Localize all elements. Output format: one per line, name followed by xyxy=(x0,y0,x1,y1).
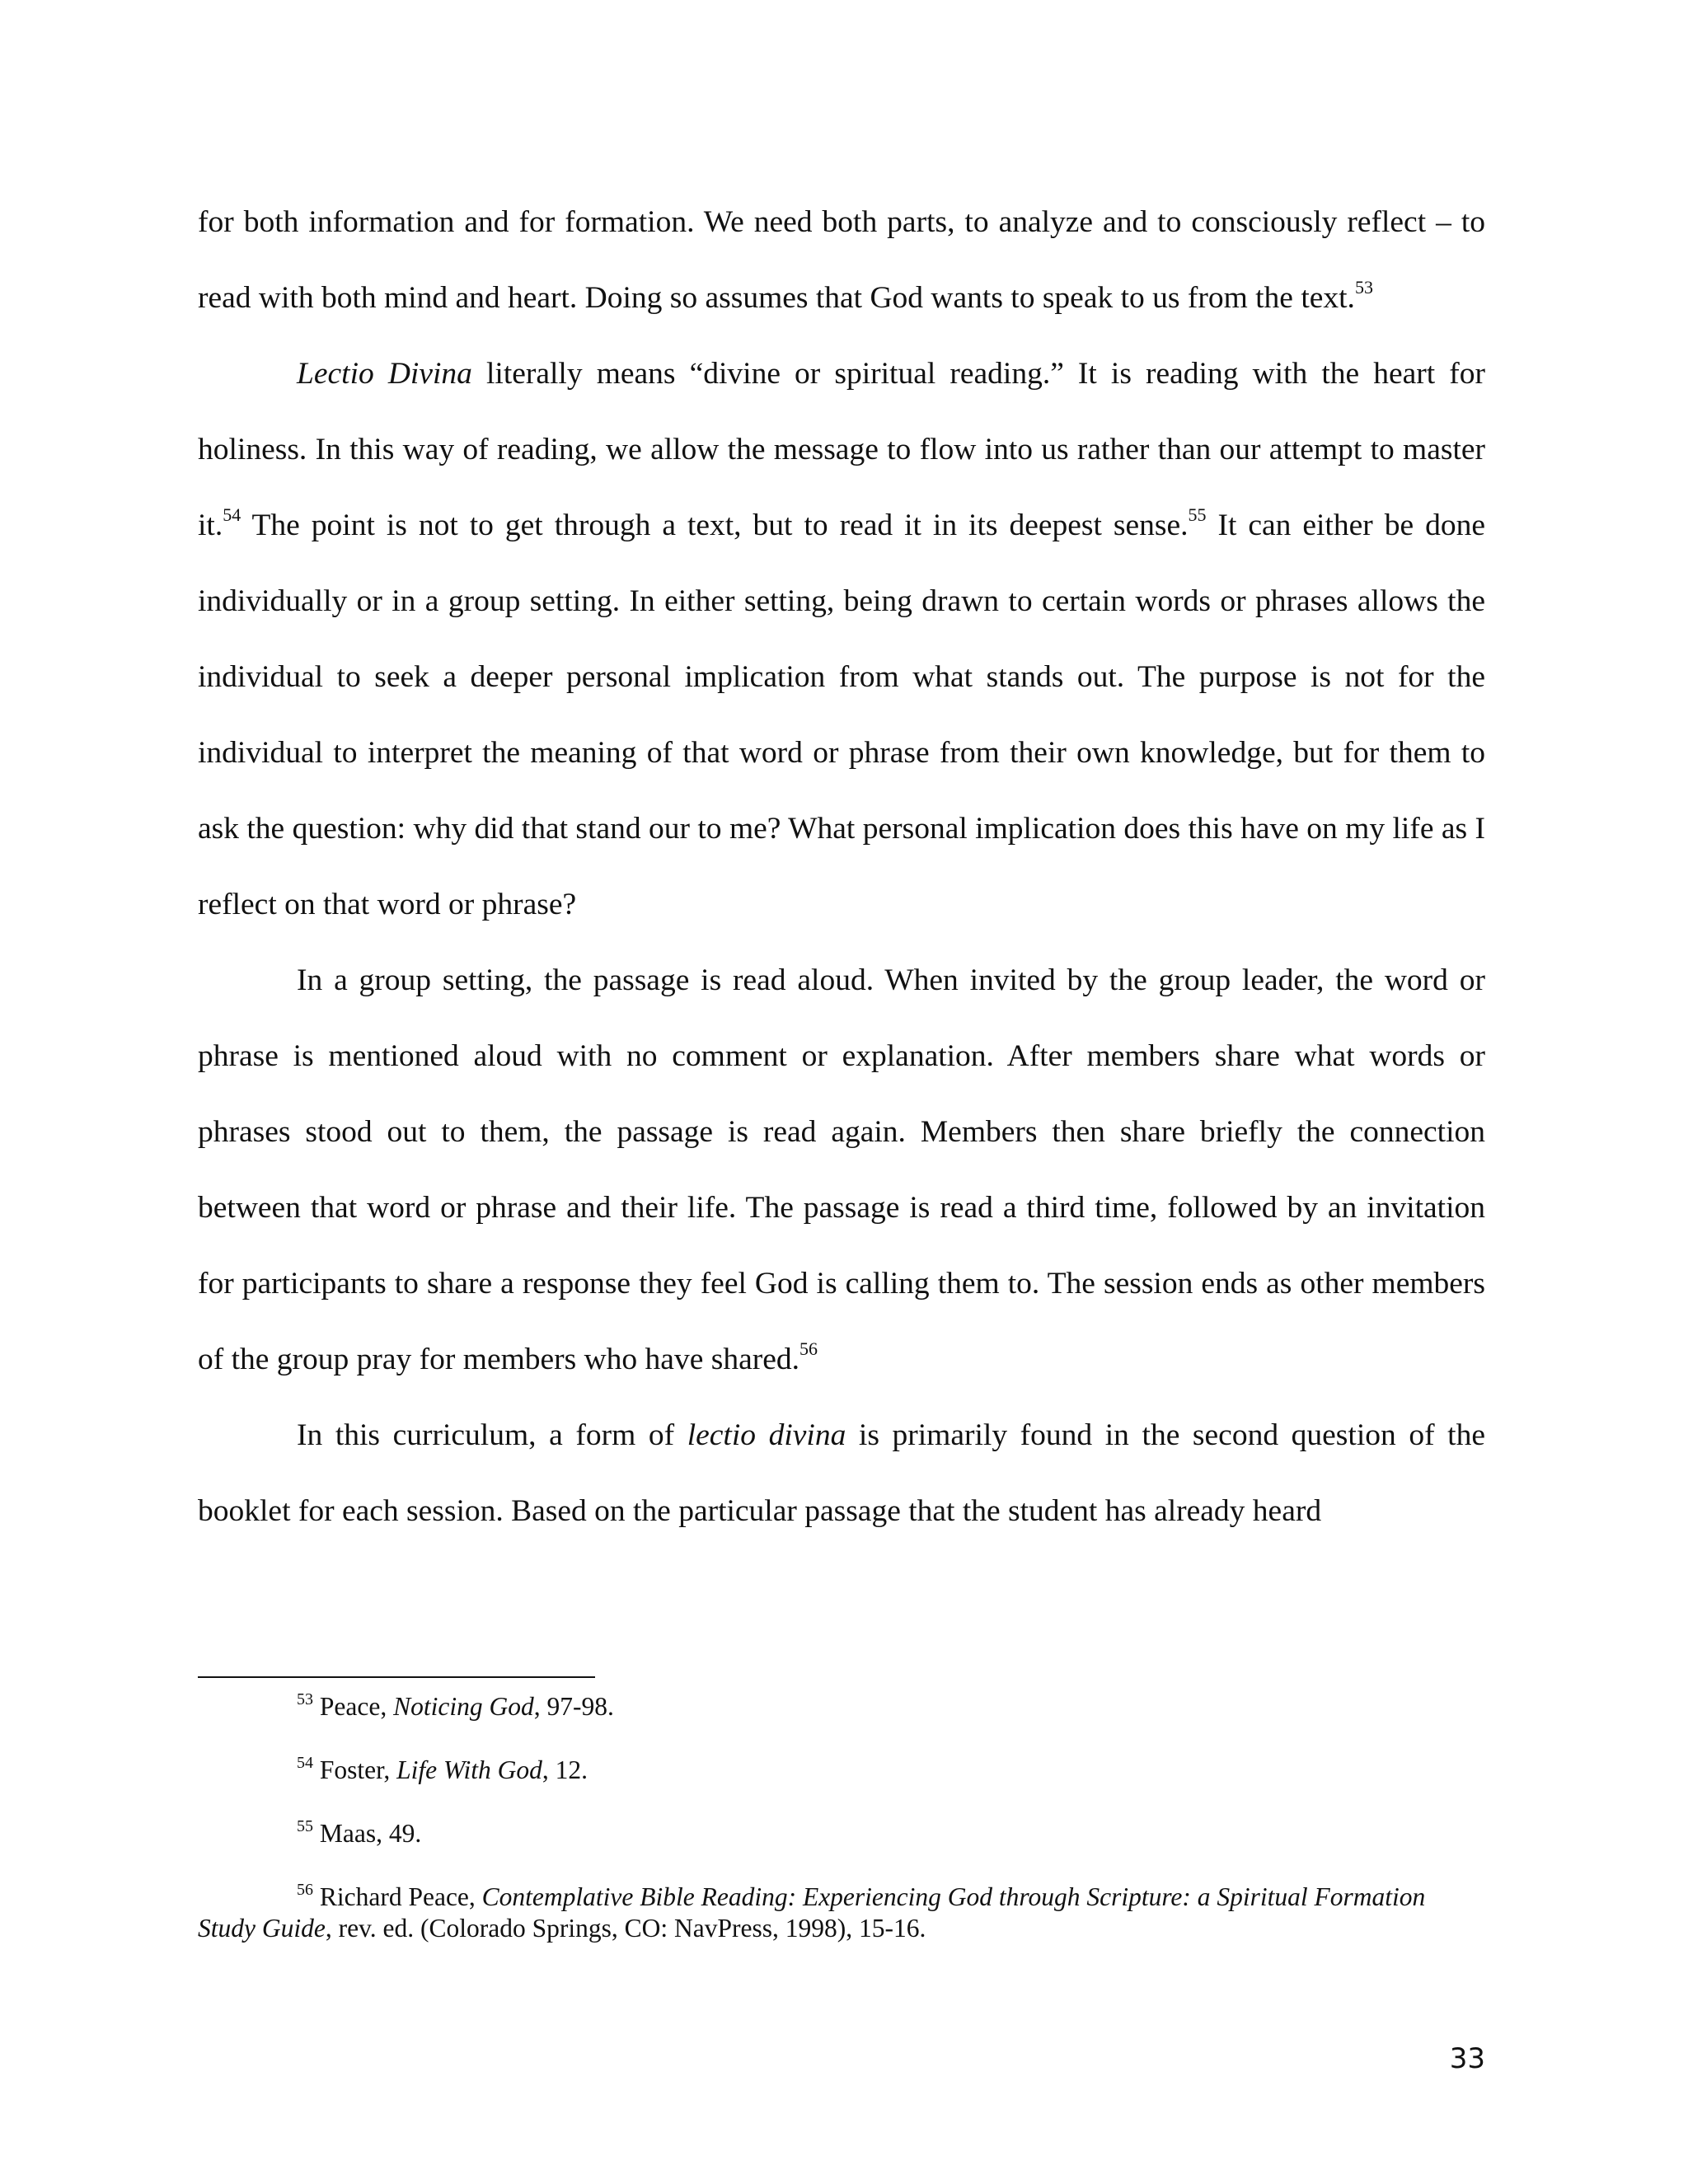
footnote-number: 53 xyxy=(297,1690,313,1708)
paragraph-2-text-b: The point is not to get through a text, but to read it in its deepest sense. xyxy=(241,509,1189,542)
footnote-separator xyxy=(198,1676,595,1678)
paragraph-3 xyxy=(198,943,1485,1398)
footnote-title: Life With God xyxy=(396,1755,542,1784)
lectio-divina-term-lower: lectio divina xyxy=(687,1418,846,1452)
paragraph-4 xyxy=(198,1398,1485,1549)
lectio-divina-term: Lectio Divina xyxy=(297,357,472,391)
footnote-55 xyxy=(198,1818,1485,1849)
footnote-text: Maas, 49. xyxy=(313,1819,422,1848)
paragraph-4-text-b: is primarily found in the second question of the booklet for each session. Based on the particular passage that the student has already heard xyxy=(198,1418,1485,1528)
footnote-text: Richard Peace, xyxy=(313,1882,482,1911)
paragraph-1-text: for both information and for formation. We need both parts, to analyze and to consciously reflect – to read with both mind and heart. Doing so assumes that God wants to speak to us from the text. xyxy=(198,205,1485,315)
paragraph-2-text-a: literally means “divine or spiritual reading.” It is reading with the heart for holiness. In this way of reading, we allow the message to flow into us rather than our attempt to master it. xyxy=(198,357,1485,542)
footnote-56 xyxy=(198,1882,1485,1944)
footnote-ref-53: 53 xyxy=(1354,276,1373,298)
footnote-text-end: , 97-98. xyxy=(533,1692,614,1721)
footnote-ref-54: 54 xyxy=(223,504,241,525)
footnotes xyxy=(198,1691,1485,1976)
footnote-53 xyxy=(198,1691,1485,1722)
paragraph-3-text: In a group setting, the passage is read aloud. When invited by the group leader, the word or phrase is mentioned aloud with no comment or explanation. After members share what words or phrases stood out to them, the passage is read again. Members then share briefly the connection between that word or phrase and their life. The passage is read a third time, followed by an invitation for participants to share a response they feel God is calling them to. The session ends as other members of the group pray for members who have shared. xyxy=(198,963,1485,1376)
footnote-number: 56 xyxy=(297,1880,313,1899)
footnote-text-end: , rev. ed. (Colorado Springs, CO: NavPress, 1998), 15-16. xyxy=(325,1914,926,1943)
footnote-number: 55 xyxy=(297,1816,313,1835)
footnote-text: Peace, xyxy=(313,1692,394,1721)
paragraph-4-text-a: In this curriculum, a form of xyxy=(297,1418,687,1452)
paragraph-2-text-c: It can either be done individually or in a group setting. In either setting, being drawn to certain words or phrases allows the individual to seek a deeper personal implication from what stands out. The purpose is not for the individual to interpret the meaning of that word or phrase from their own knowledge, but for them to ask the question: why did that stand our to me? What personal implication does this have on my life as I reflect on that word or phrase? xyxy=(198,509,1485,921)
footnote-title: Noticing God xyxy=(393,1692,534,1721)
paragraph-2 xyxy=(198,336,1485,943)
footnote-text-end: , 12. xyxy=(542,1755,588,1784)
page-number: 33 xyxy=(1449,2042,1485,2075)
footnote-number: 54 xyxy=(297,1753,313,1772)
body-text xyxy=(198,185,1485,1549)
footnote-ref-55: 55 xyxy=(1188,504,1207,525)
footnote-text: Foster, xyxy=(313,1755,397,1784)
footnote-ref-56: 56 xyxy=(799,1338,818,1359)
footnote-54 xyxy=(198,1755,1485,1786)
paragraph-1 xyxy=(198,185,1485,336)
footnote-title: Contemplative Bible Reading: Experiencing God through Scripture: a Spiritual Formation Study Guide xyxy=(198,1882,1426,1943)
